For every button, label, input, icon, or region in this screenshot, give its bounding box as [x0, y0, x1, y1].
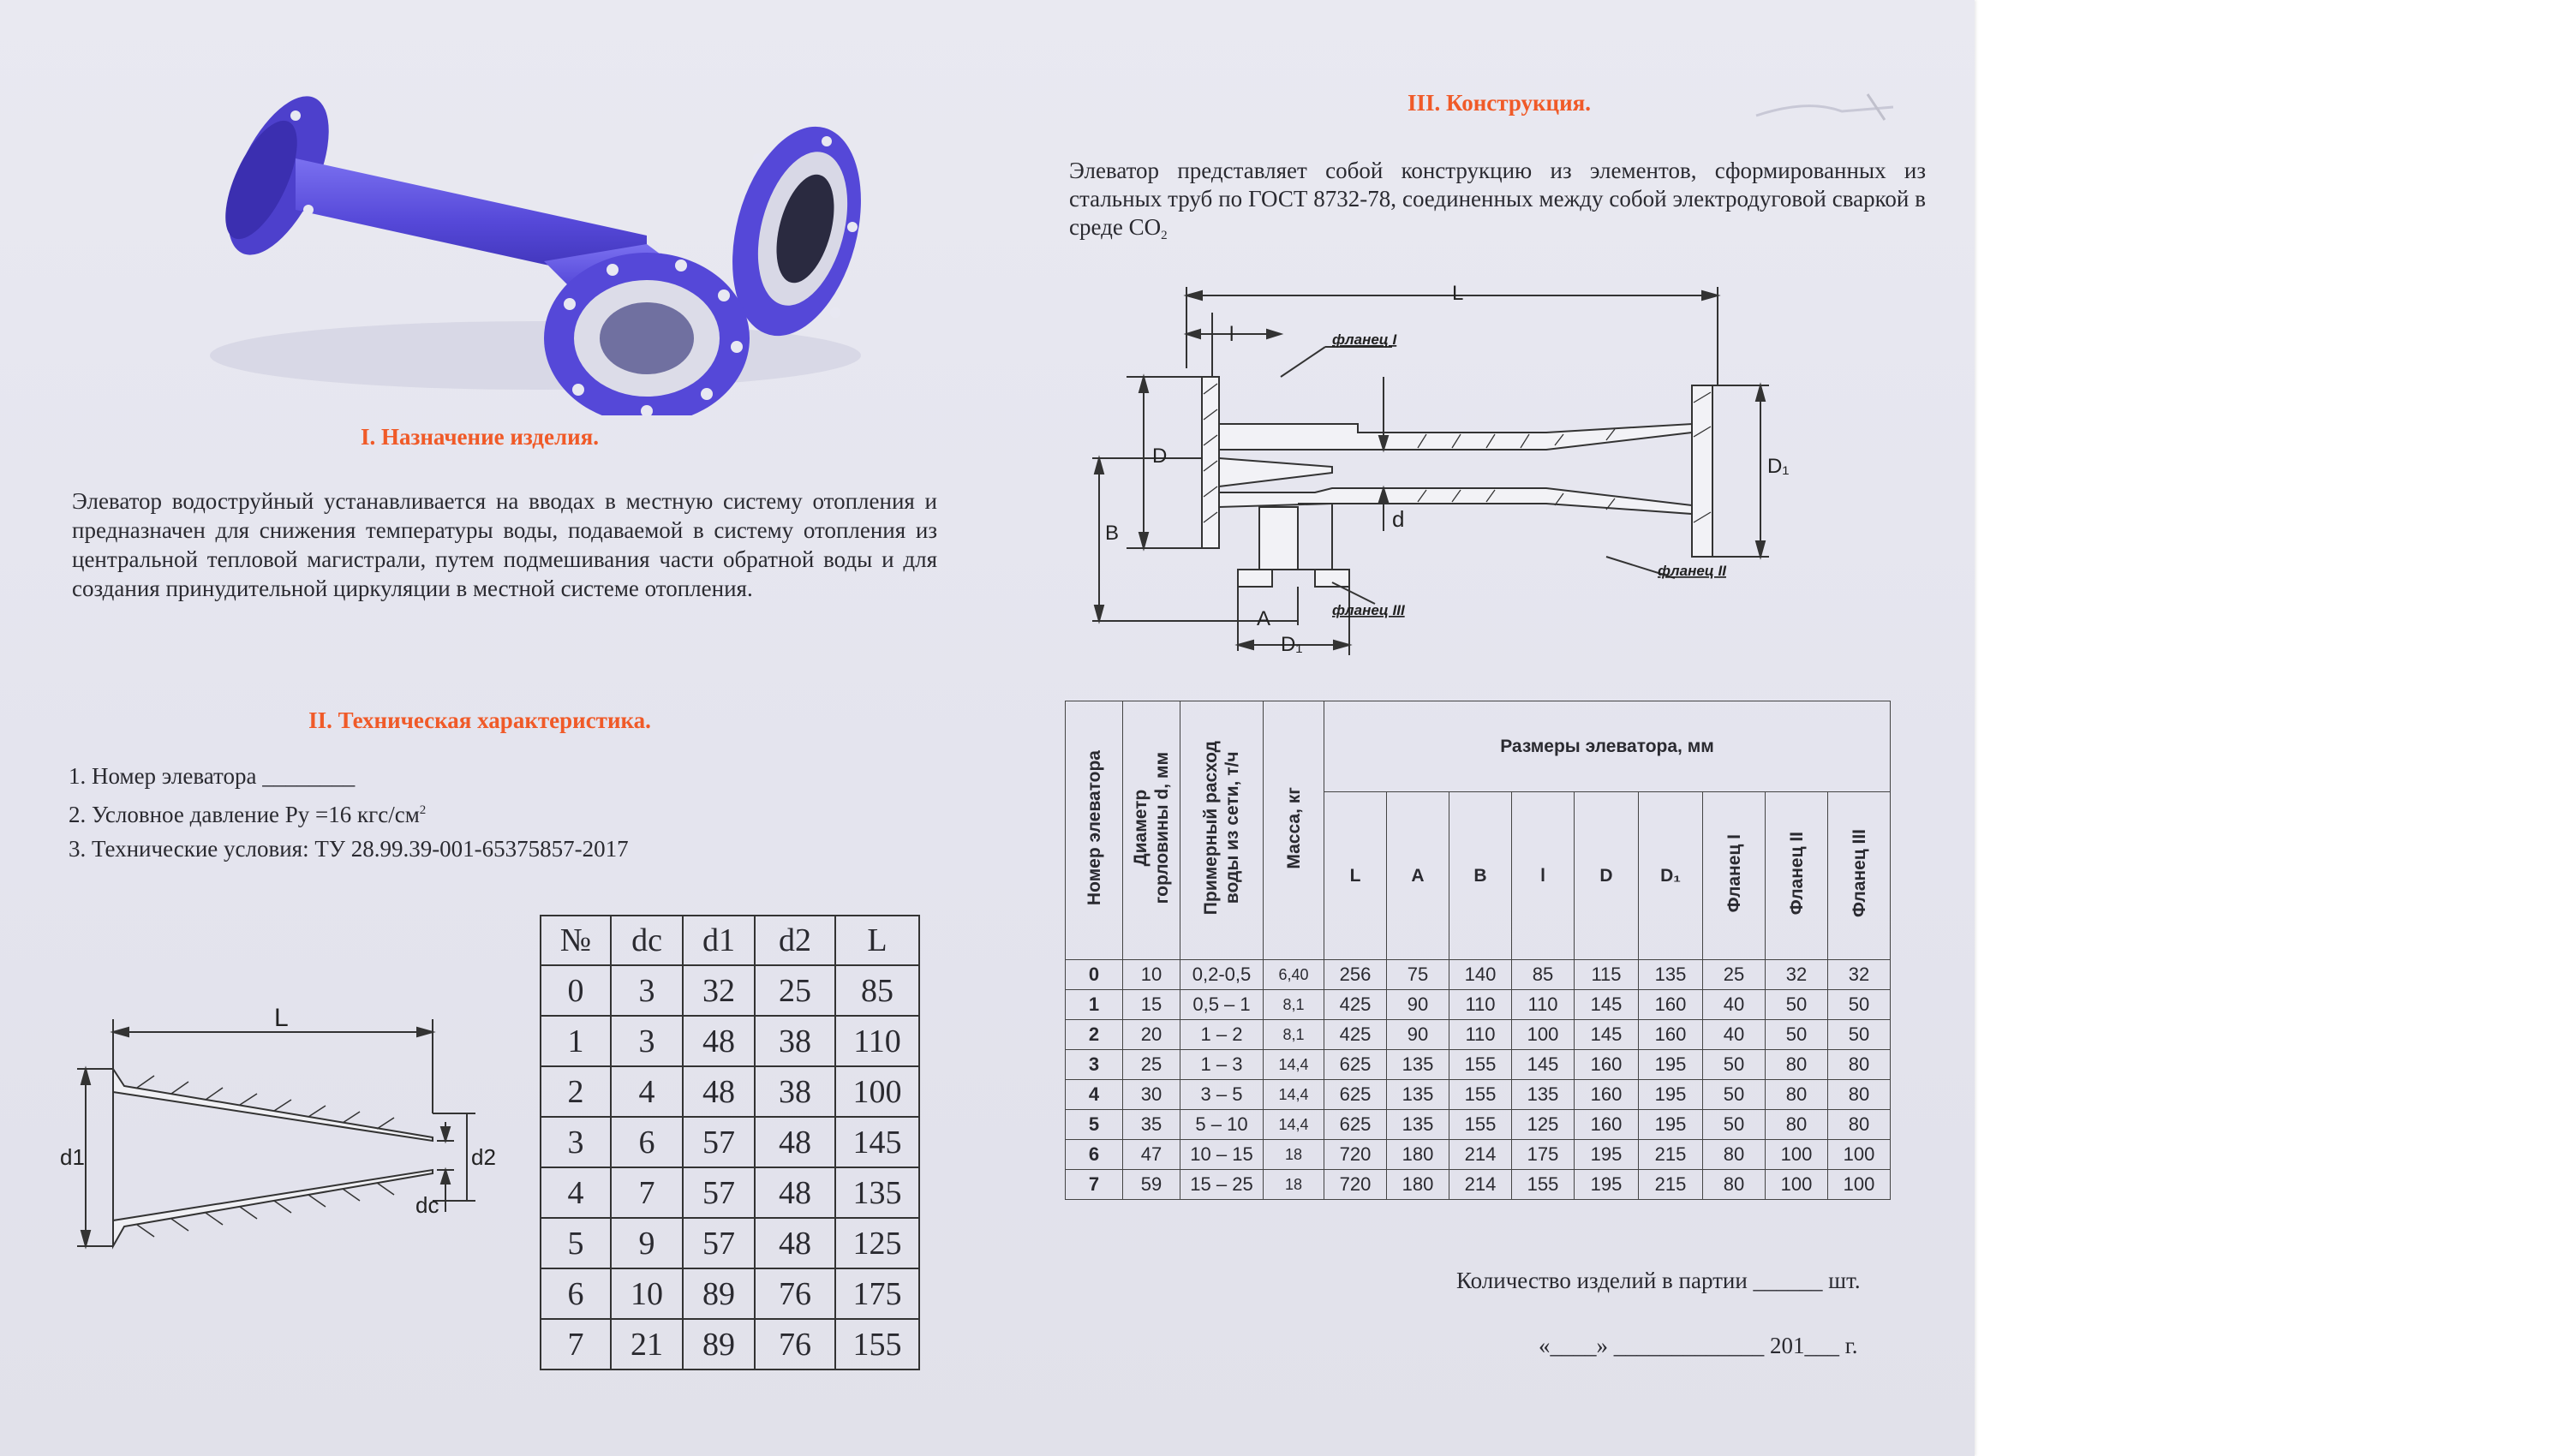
table-row — [541, 1117, 919, 1167]
table-cell: 9 — [611, 1218, 683, 1268]
table-cell: 110 — [835, 1016, 919, 1066]
col-header-number: Номер элеватора — [1066, 701, 1123, 960]
dim-d1-label: d1 — [60, 1144, 85, 1170]
table-cell: 625 — [1324, 1050, 1387, 1080]
table-cell: 160 — [1575, 1110, 1639, 1140]
table-cell: 100 — [835, 1066, 919, 1117]
table-cell: 125 — [835, 1218, 919, 1268]
table-cell: 0 — [1066, 960, 1123, 990]
table-cell: 3 – 5 — [1180, 1080, 1264, 1110]
col-header-d1: d1 — [683, 916, 755, 965]
col-header-dim: l — [1512, 792, 1575, 960]
table-row — [1066, 1080, 1891, 1110]
table-row — [1066, 1140, 1891, 1170]
table-cell: 3 — [611, 1016, 683, 1066]
table-cell: 625 — [1324, 1110, 1387, 1140]
dim-D1-bottom-label: D₁ — [1281, 633, 1303, 656]
table-cell: 32 — [1766, 960, 1828, 990]
table-row — [1066, 990, 1891, 1020]
table-cell: 50 — [1703, 1110, 1766, 1140]
col-header-no: № — [541, 916, 611, 965]
table-cell: 1 — [1066, 990, 1123, 1020]
table-cell: 155 — [1449, 1080, 1512, 1110]
table-cell: 40 — [1703, 1020, 1766, 1050]
table-cell: 76 — [755, 1268, 835, 1319]
table-cell: 32 — [1828, 960, 1891, 990]
table-cell: 80 — [1766, 1080, 1828, 1110]
table-cell: 38 — [755, 1066, 835, 1117]
table-cell: 155 — [835, 1319, 919, 1369]
dim-L-label: L — [274, 1004, 289, 1032]
table-cell: 30 — [1123, 1080, 1180, 1110]
table-cell: 80 — [1828, 1110, 1891, 1140]
table-cell: 47 — [1123, 1140, 1180, 1170]
table-cell: 195 — [1639, 1080, 1703, 1110]
table-cell: 214 — [1449, 1170, 1512, 1200]
table-row — [541, 1066, 919, 1117]
spec-pressure: 2. Условное давление Ру =16 кгс/$см^2$ — [69, 802, 427, 827]
flange2-label: фланец II — [1658, 563, 1726, 579]
table-cell: 195 — [1575, 1140, 1639, 1170]
table-cell: 50 — [1766, 990, 1828, 1020]
dim-A-label: A — [1257, 607, 1271, 630]
table-cell: 59 — [1123, 1170, 1180, 1200]
table-cell: 7 — [1066, 1170, 1123, 1200]
table-cell: 76 — [755, 1319, 835, 1369]
table-cell: 21 — [611, 1319, 683, 1369]
table-cell: 8,1 — [1264, 1020, 1324, 1050]
table-cell: 80 — [1766, 1110, 1828, 1140]
table-cell: 160 — [1575, 1050, 1639, 1080]
table-cell: 8,1 — [1264, 990, 1324, 1020]
table-cell: 6 — [611, 1117, 683, 1167]
table-cell: 20 — [1123, 1020, 1180, 1050]
table-cell: 57 — [683, 1167, 755, 1218]
table-row — [541, 965, 919, 1016]
table-cell: 1 – 2 — [1180, 1020, 1264, 1050]
table-cell: 2 — [541, 1066, 611, 1117]
nozzle-drawing — [60, 1002, 540, 1250]
table-cell: 145 — [1512, 1050, 1575, 1080]
table-cell: 215 — [1639, 1140, 1703, 1170]
table-cell: 135 — [1387, 1110, 1449, 1140]
staple-mark — [1739, 81, 1910, 133]
table-cell: 195 — [1639, 1110, 1703, 1140]
table-cell: 50 — [1703, 1080, 1766, 1110]
dim-L-label: L — [1452, 282, 1464, 305]
table-cell: 425 — [1324, 990, 1387, 1020]
col-header-dim: D — [1575, 792, 1639, 960]
table-cell: 214 — [1449, 1140, 1512, 1170]
table-cell: 180 — [1387, 1140, 1449, 1170]
table-cell: 160 — [1639, 990, 1703, 1020]
table-cell: 50 — [1828, 1020, 1891, 1050]
table-cell: 110 — [1449, 1020, 1512, 1050]
table-cell: 100 — [1828, 1140, 1891, 1170]
table-cell: 6 — [1066, 1140, 1123, 1170]
dim-l-label: l — [1229, 323, 1234, 346]
section3-heading: III. Конструкция. — [1407, 90, 1592, 116]
table-cell: 0,5 – 1 — [1180, 990, 1264, 1020]
table-cell: 57 — [683, 1117, 755, 1167]
table-row — [541, 1167, 919, 1218]
table-row — [541, 1218, 919, 1268]
table-cell: 100 — [1512, 1020, 1575, 1050]
col-header-diameter: Диаметр горловины d, мм — [1123, 701, 1180, 960]
section1-heading: I. Назначение изделия. — [360, 424, 599, 450]
nozzle-table-header — [541, 916, 919, 965]
table-cell: 0,2-0,5 — [1180, 960, 1264, 990]
col-header-flow: Примерный расход воды из сети, т/ч — [1180, 701, 1264, 960]
table-cell: 18 — [1264, 1170, 1324, 1200]
table-cell: 100 — [1828, 1170, 1891, 1200]
table-cell: 40 — [1703, 990, 1766, 1020]
table-cell: 256 — [1324, 960, 1387, 990]
table-cell: 155 — [1449, 1050, 1512, 1080]
table-cell: 48 — [755, 1167, 835, 1218]
table-cell: 195 — [1639, 1050, 1703, 1080]
table-cell: 135 — [835, 1167, 919, 1218]
date-line: «____» _____________ 201___ г. — [1539, 1333, 1858, 1358]
table-row — [1066, 1170, 1891, 1200]
tech-spec-list — [69, 759, 925, 866]
table-cell: 160 — [1575, 1080, 1639, 1110]
table-cell: 14,4 — [1264, 1050, 1324, 1080]
table-cell: 14,4 — [1264, 1110, 1324, 1140]
table-row — [1066, 1020, 1891, 1050]
section1-text: Элеватор водоструйный устанавливается на вводах в местную систему отопления и предназначен для снижения температуры воды, подаваемой в систему отопления из центральной тепловой магистрали, путем подмешивания части обратной воды и для создания принудительной циркуляции в местной системе отопления. — [72, 488, 937, 601]
table-cell: 4 — [1066, 1080, 1123, 1110]
table-cell: 160 — [1639, 1020, 1703, 1050]
table-cell: 1 — [541, 1016, 611, 1066]
table-cell: 135 — [1387, 1080, 1449, 1110]
table-cell: 0 — [541, 965, 611, 1016]
table-row — [541, 1319, 919, 1369]
table-cell: 100 — [1766, 1170, 1828, 1200]
table-cell: 135 — [1387, 1050, 1449, 1080]
table-cell: 25 — [1703, 960, 1766, 990]
col-header-L: L — [835, 916, 919, 965]
table-cell: 6 — [541, 1268, 611, 1319]
table-cell: 50 — [1703, 1050, 1766, 1080]
spec-tech-conditions: 3. Технические условия: ТУ 28.99.39-001-65375857-2017 — [69, 836, 629, 862]
col-header-dc: dc — [611, 916, 683, 965]
table-cell: 155 — [1512, 1170, 1575, 1200]
table-cell: 1 – 3 — [1180, 1050, 1264, 1080]
col-header-group-dimensions: Размеры элеватора, мм — [1324, 701, 1891, 792]
table-cell: 110 — [1512, 990, 1575, 1020]
table-cell: 3 — [611, 965, 683, 1016]
table-row — [541, 1268, 919, 1319]
table-cell: 57 — [683, 1218, 755, 1268]
table-cell: 48 — [683, 1066, 755, 1117]
table-cell: 140 — [1449, 960, 1512, 990]
flange3-label: фланец III — [1332, 602, 1405, 618]
table-cell: 90 — [1387, 1020, 1449, 1050]
dim-B-label: B — [1105, 522, 1120, 545]
table-cell: 75 — [1387, 960, 1449, 990]
table-cell: 175 — [1512, 1140, 1575, 1170]
table-cell: 15 — [1123, 990, 1180, 1020]
table-cell: 4 — [541, 1167, 611, 1218]
col-header-flange: Фланец II — [1766, 792, 1828, 960]
col-header-dim: L — [1324, 792, 1387, 960]
table-cell: 720 — [1324, 1170, 1387, 1200]
table-cell: 115 — [1575, 960, 1639, 990]
table-cell: 90 — [1387, 990, 1449, 1020]
table-cell: 100 — [1766, 1140, 1828, 1170]
table-cell: 80 — [1703, 1140, 1766, 1170]
table-cell: 15 – 25 — [1180, 1170, 1264, 1200]
col-header-flange: Фланец I — [1703, 792, 1766, 960]
table-cell: 35 — [1123, 1110, 1180, 1140]
table-cell: 425 — [1324, 1020, 1387, 1050]
table-cell: 50 — [1766, 1020, 1828, 1050]
table-cell: 85 — [835, 965, 919, 1016]
table-cell: 32 — [683, 965, 755, 1016]
table-cell: 7 — [611, 1167, 683, 1218]
col-header-dim: A — [1387, 792, 1449, 960]
table-cell: 175 — [835, 1268, 919, 1319]
table-cell: 85 — [1512, 960, 1575, 990]
batch-quantity-line: Количество изделий в партии ______ шт. — [1456, 1268, 1861, 1293]
table-cell: 5 — [541, 1218, 611, 1268]
elevator-dimensions-table — [1065, 701, 1891, 1200]
table-cell: 215 — [1639, 1170, 1703, 1200]
table-cell: 18 — [1264, 1140, 1324, 1170]
section2-heading: II. Техническая характеристика. — [308, 707, 651, 733]
table-cell: 3 — [541, 1117, 611, 1167]
table-cell: 195 — [1575, 1170, 1639, 1200]
table-cell: 180 — [1387, 1170, 1449, 1200]
table-cell: 10 — [1123, 960, 1180, 990]
table-cell: 89 — [683, 1319, 755, 1369]
table-cell: 110 — [1449, 990, 1512, 1020]
col-header-dim: B — [1449, 792, 1512, 960]
table-cell: 3 — [1066, 1050, 1123, 1080]
col-header-d2: d2 — [755, 916, 835, 965]
table-row — [541, 1016, 919, 1066]
table-cell: 625 — [1324, 1080, 1387, 1110]
elevator-drawing — [1075, 274, 1812, 668]
table-cell: 145 — [1575, 990, 1639, 1020]
table-cell: 155 — [1449, 1110, 1512, 1140]
table-cell: 135 — [1639, 960, 1703, 990]
dim-D1-right-label: D₁ — [1767, 455, 1790, 478]
table-cell: 48 — [755, 1117, 835, 1167]
table-cell: 50 — [1828, 990, 1891, 1020]
table-cell: 80 — [1703, 1170, 1766, 1200]
elevator-table-header-row1 — [1066, 701, 1891, 792]
col-header-mass: Масса, кг — [1264, 701, 1324, 960]
dim-D-label: D — [1152, 445, 1168, 468]
flange1-label: фланец I — [1332, 331, 1397, 348]
table-row — [1066, 960, 1891, 990]
table-cell: 4 — [611, 1066, 683, 1117]
table-cell: 5 – 10 — [1180, 1110, 1264, 1140]
table-cell: 80 — [1766, 1050, 1828, 1080]
table-cell: 5 — [1066, 1110, 1123, 1140]
table-cell: 38 — [755, 1016, 835, 1066]
table-cell: 135 — [1512, 1080, 1575, 1110]
table-cell: 145 — [1575, 1020, 1639, 1050]
dim-dc-label: dc — [415, 1192, 439, 1218]
table-cell: 14,4 — [1264, 1080, 1324, 1110]
col-header-flange: Фланец III — [1828, 792, 1891, 960]
nozzle-table — [540, 915, 920, 1370]
table-cell: 48 — [755, 1218, 835, 1268]
table-cell: 125 — [1512, 1110, 1575, 1140]
table-cell: 2 — [1066, 1020, 1123, 1050]
dim-d-label: d — [1392, 506, 1405, 532]
table-cell: 80 — [1828, 1050, 1891, 1080]
table-cell: 720 — [1324, 1140, 1387, 1170]
table-row — [1066, 1110, 1891, 1140]
table-cell: 25 — [755, 965, 835, 1016]
table-cell: 6,40 — [1264, 960, 1324, 990]
section3-text: Элеватор представляет собой конструкцию из элементов, сформированных из стальных труб по ГОСТ 8732-78, соединенных между собой электродуговой сваркой в среде $СО_2$ — [1069, 158, 1926, 242]
table-cell: 25 — [1123, 1050, 1180, 1080]
table-cell: 10 – 15 — [1180, 1140, 1264, 1170]
table-cell: 48 — [683, 1016, 755, 1066]
table-cell: 7 — [541, 1319, 611, 1369]
dim-d2-label: d2 — [471, 1144, 496, 1170]
table-cell: 80 — [1828, 1080, 1891, 1110]
table-row — [1066, 1050, 1891, 1080]
table-cell: 145 — [835, 1117, 919, 1167]
table-cell: 10 — [611, 1268, 683, 1319]
table-cell: 89 — [683, 1268, 755, 1319]
spec-elevator-number: 1. Номер элеватора ________ — [69, 763, 356, 789]
elevator-photo — [167, 73, 904, 415]
col-header-dim: D₁ — [1639, 792, 1703, 960]
